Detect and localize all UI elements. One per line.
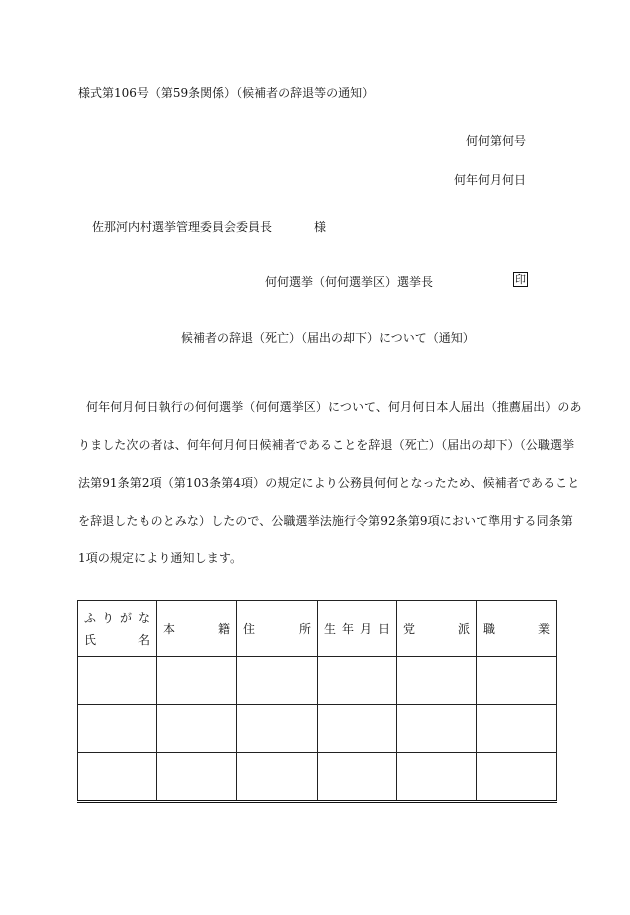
table-row <box>78 657 557 705</box>
header-char: 年 <box>341 622 354 636</box>
header-char: 籍 <box>217 622 230 636</box>
furigana-char: ふ <box>84 610 97 625</box>
body-line-5: 1項の規定により通知します。 <box>78 551 243 565</box>
table-cell <box>477 753 557 802</box>
candidate-table <box>77 600 557 803</box>
header-char: 本 <box>163 622 176 636</box>
seal-label: 印 <box>515 273 526 286</box>
table-cell <box>237 657 318 705</box>
header-char: 所 <box>298 622 311 636</box>
table-cell <box>78 705 157 753</box>
table-cell <box>318 657 397 705</box>
header-birthdate <box>318 601 397 657</box>
form-label: 様式第106号（第59条関係）（候補者の辞退等の通知） <box>78 86 375 100</box>
header-occupation <box>477 601 557 657</box>
header-char: 生 <box>324 622 337 636</box>
table-cell <box>157 657 237 705</box>
notice-title: 候補者の辞退（死亡）（届出の却下）について（通知） <box>181 331 475 345</box>
body-line-3: 法第91条第2項（第103条第4項）の規定により公務員何何となったため、候補者であること <box>78 476 580 490</box>
table-cell <box>157 753 237 802</box>
header-char: 住 <box>243 622 256 636</box>
table-cell <box>237 705 318 753</box>
document-date: 何年何月何日 <box>453 173 526 187</box>
seal-mark <box>513 272 528 287</box>
header-char: 職 <box>483 622 496 636</box>
reference-number: 何何第何号 <box>465 134 526 148</box>
header-char: 月 <box>359 622 372 636</box>
header-address <box>237 601 318 657</box>
name-char: 氏 <box>84 632 97 647</box>
table-cell <box>477 657 557 705</box>
table-row <box>78 705 557 753</box>
furigana-char: り <box>101 610 114 625</box>
furigana-char: な <box>137 610 150 625</box>
header-char: 業 <box>537 622 550 636</box>
header-party <box>397 601 477 657</box>
table-cell <box>78 657 157 705</box>
table-cell <box>397 657 477 705</box>
header-honseki <box>157 601 237 657</box>
header-char: 党 <box>403 622 416 636</box>
table-cell <box>157 705 237 753</box>
header-furigana-name <box>78 601 157 657</box>
table-cell <box>397 705 477 753</box>
table-header-row <box>78 601 557 657</box>
sender-name: 何何選挙（何何選挙区）選挙長 <box>265 275 434 289</box>
table-cell <box>318 753 397 802</box>
table-cell <box>237 753 318 802</box>
table-cell <box>78 753 157 802</box>
body-line-1: 何年何月何日執行の何何選挙（何何選挙区）について、何月何日本人届出（推薦届出）のあ <box>86 400 582 414</box>
addressee-name: 佐那河内村選挙管理委員会委員長 <box>92 220 273 234</box>
body-line-4: を辞退したものとみな）したので、公職選挙法施行令第92条第9項において準用する同条第 <box>78 514 573 528</box>
table-cell <box>318 705 397 753</box>
name-char: 名 <box>137 632 150 647</box>
body-line-2: りました次の者は、何年何月何日候補者であることを辞退（死亡）（届出の却下）（公職選挙 <box>78 438 575 452</box>
table-cell <box>477 705 557 753</box>
header-char: 派 <box>457 622 470 636</box>
table-cell <box>397 753 477 802</box>
table-row <box>78 753 557 802</box>
furigana-char: が <box>119 610 132 625</box>
addressee-honorific: 様 <box>314 220 327 234</box>
header-char: 日 <box>377 622 390 636</box>
